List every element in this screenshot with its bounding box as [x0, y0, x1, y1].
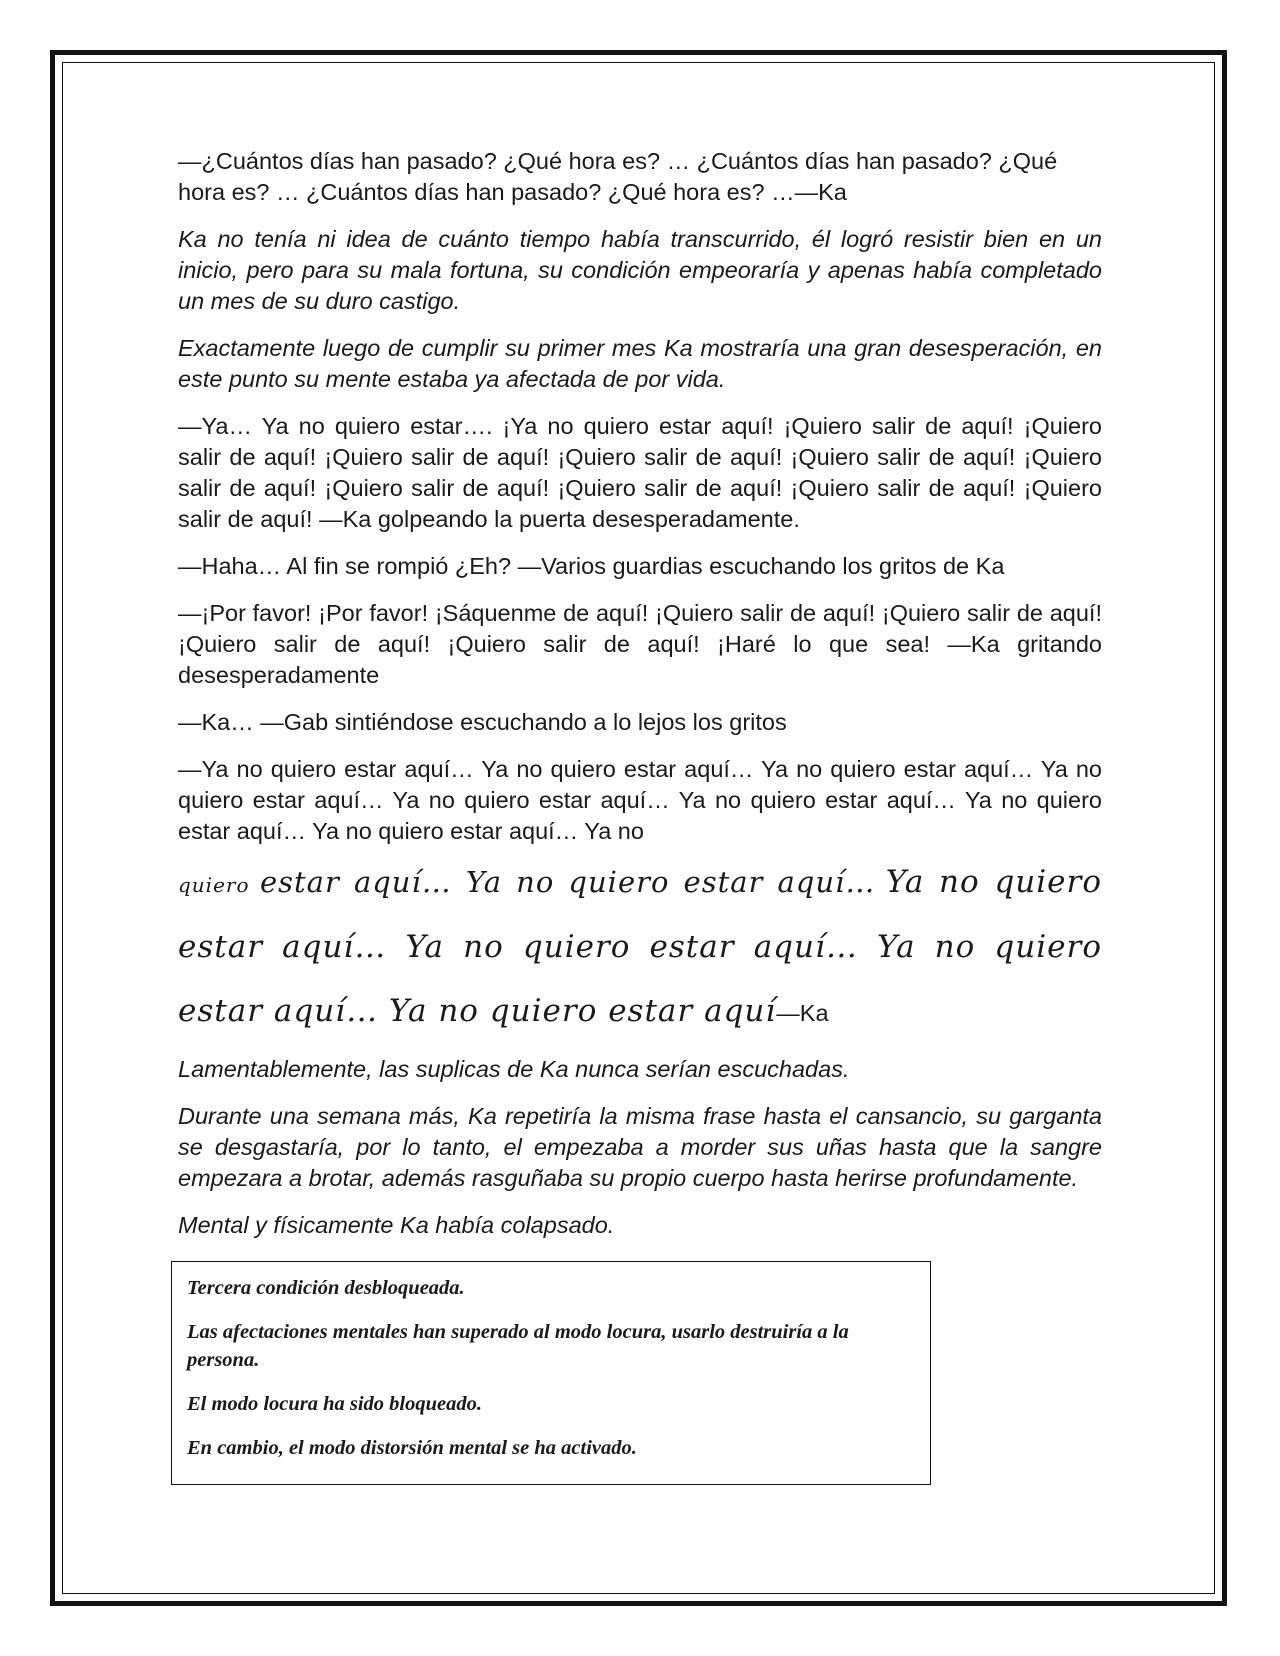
narration-week: Durante una semana más, Ka repetiría la misma frase hasta el cansancio, su garganta se desgastaría, por lo tanto, el empezaba a morder sus uñas hasta que la sangre empezara a brotar, además rasguñaba su propio cuerpo hasta herirse profundamente. [178, 1103, 1102, 1191]
narration-unheard: Lamentablemente, las suplicas de Ka nunca serían escuchadas. [178, 1056, 850, 1082]
dialogue-guards: —Haha… Al fin se rompió ¿Eh? —Varios guardias escuchando los gritos de Ka [178, 553, 1005, 579]
dialogue-want-out: —Ya… Ya no quiero estar…. ¡Ya no quiero estar aquí! ¡Quiero salir de aquí! ¡Quiero salir de aquí! ¡Quiero salir de aquí! ¡Quiero salir de aquí! ¡Quiero salir de aquí! ¡Quiero salir de aquí! ¡Quiero salir de aquí! ¡Quiero salir de aquí! ¡Quiero salir de aquí! ¡Quiero salir de aquí! —Ka golpeando la puerta desesperadamente. [178, 413, 1102, 532]
system-notice-box [171, 1261, 931, 1485]
chant-large: Ya no quiero estar aquí… Ya no quiero estar aquí… Ya no quiero estar aquí… Ya no quiero estar aquí [178, 864, 1102, 1029]
dialogue-please: —¡Por favor! ¡Por favor! ¡Sáquenme de aquí! ¡Quiero salir de aquí! ¡Quiero salir de aquí! ¡Quiero salir de aquí! ¡Quiero salir de aquí! ¡Haré lo que sea! —Ka gritando desesperadamente [178, 600, 1102, 688]
dialogue-repetition: —Ya no quiero estar aquí… Ya no quiero estar aquí… Ya no quiero estar aquí… Ya no quiero estar aquí… Ya no quiero estar aquí… Ya no quiero estar aquí… Ya no quiero estar aquí… Ya no quiero estar aquí… Ya no [178, 756, 1102, 844]
distorted-chant [178, 851, 1102, 1044]
narration-passing-time: Ka no tenía ni idea de cuánto tiempo había transcurrido, él logró resistir bien en un inicio, pero para su mala fortuna, su condición empeoraría y apenas había completado un mes de su duro castigo. [178, 226, 1102, 314]
notice-line-blocked: El modo locura ha sido bloqueado. [187, 1393, 483, 1415]
page-content [178, 146, 1102, 1257]
notice-line-activated: En cambio, el modo distorsión mental se ha activado. [187, 1437, 637, 1459]
dialogue-time-question: —¿Cuántos días han pasado? ¿Qué hora es? … ¿Cuántos días han pasado? ¿Qué hora es? … ¿Cuántos días han pasado? ¿Qué hora es? …—Ka [178, 148, 1058, 205]
chant-speaker: —Ka [776, 1000, 829, 1026]
narration-despair: Exactamente luego de cumplir su primer mes Ka mostraría una gran desesperación, en este punto su mente estaba ya afectada de por vida. [178, 335, 1102, 392]
chant-small: quiero [178, 873, 250, 897]
notice-line-effects: Las afectaciones mentales han superado al modo locura, usarlo destruiría a la persona. [187, 1321, 849, 1371]
dialogue-gab: —Ka… —Gab sintiéndose escuchando a lo lejos los gritos [178, 709, 787, 735]
notice-line-condition: Tercera condición desbloqueada. [187, 1277, 465, 1299]
narration-collapse: Mental y físicamente Ka había colapsado. [178, 1212, 615, 1238]
chant-medium: estar aquí… Ya no quiero estar aquí… [259, 865, 876, 899]
